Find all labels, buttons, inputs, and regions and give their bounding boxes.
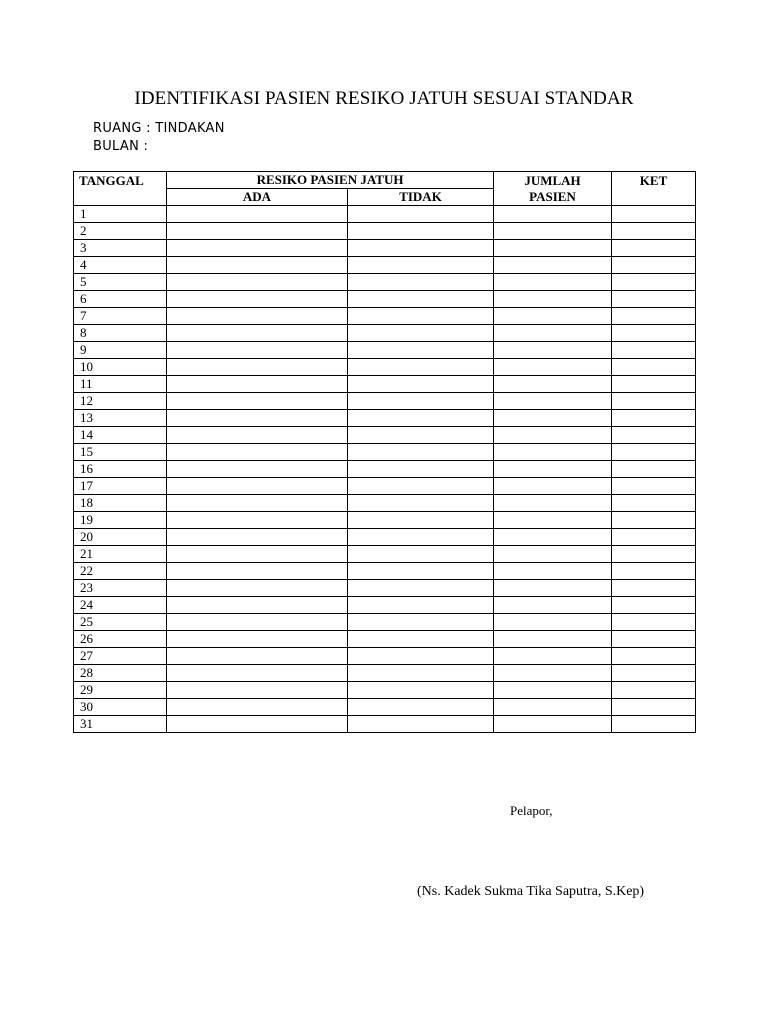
ket-cell <box>612 614 696 631</box>
tidak-cell <box>348 699 494 716</box>
tidak-cell <box>348 257 494 274</box>
ket-cell <box>612 274 696 291</box>
ada-cell <box>167 563 348 580</box>
ket-cell <box>612 257 696 274</box>
tidak-cell <box>348 478 494 495</box>
tidak-cell <box>348 240 494 257</box>
ket-cell <box>612 495 696 512</box>
day-cell: 29 <box>74 682 167 699</box>
tidak-cell <box>348 444 494 461</box>
jumlah-cell <box>494 682 612 699</box>
table-row <box>74 580 696 597</box>
day-cell: 18 <box>74 495 167 512</box>
table-row <box>74 716 696 733</box>
ada-cell <box>167 665 348 682</box>
ada-cell <box>167 478 348 495</box>
ket-cell <box>612 444 696 461</box>
header-jumlah-pasien <box>494 172 612 206</box>
ket-cell <box>612 240 696 257</box>
table-row <box>74 427 696 444</box>
header-resiko: RESIKO PASIEN JATUH <box>167 172 494 189</box>
jumlah-cell <box>494 325 612 342</box>
ket-cell <box>612 427 696 444</box>
day-cell: 30 <box>74 699 167 716</box>
header-ket: KET <box>612 172 696 206</box>
jumlah-cell <box>494 444 612 461</box>
bulan-line: BULAN : <box>93 139 149 154</box>
table-row <box>74 257 696 274</box>
day-cell: 11 <box>74 376 167 393</box>
tidak-cell <box>348 274 494 291</box>
ada-cell <box>167 274 348 291</box>
table-row <box>74 376 696 393</box>
ada-cell <box>167 206 348 223</box>
day-cell: 7 <box>74 308 167 325</box>
ket-cell <box>612 597 696 614</box>
tidak-cell <box>348 546 494 563</box>
table-body <box>74 206 696 733</box>
table-row <box>74 444 696 461</box>
tidak-cell <box>348 665 494 682</box>
ada-cell <box>167 682 348 699</box>
day-cell: 31 <box>74 716 167 733</box>
day-cell: 12 <box>74 393 167 410</box>
ada-cell <box>167 512 348 529</box>
ada-cell <box>167 257 348 274</box>
tidak-cell <box>348 682 494 699</box>
ket-cell <box>612 580 696 597</box>
tidak-cell <box>348 614 494 631</box>
day-cell: 2 <box>74 223 167 240</box>
ada-cell <box>167 597 348 614</box>
table-row <box>74 478 696 495</box>
ada-cell <box>167 427 348 444</box>
ada-cell <box>167 444 348 461</box>
table-row <box>74 410 696 427</box>
ada-cell <box>167 631 348 648</box>
ada-cell <box>167 223 348 240</box>
day-cell: 10 <box>74 359 167 376</box>
ket-cell <box>612 512 696 529</box>
jumlah-cell <box>494 342 612 359</box>
ket-cell <box>612 631 696 648</box>
signer-name: (Ns. Kadek Sukma Tika Saputra, S.Kep) <box>417 884 645 899</box>
jumlah-cell <box>494 359 612 376</box>
table-row <box>74 699 696 716</box>
day-cell: 19 <box>74 512 167 529</box>
tidak-cell <box>348 223 494 240</box>
jumlah-cell <box>494 529 612 546</box>
jumlah-cell <box>494 393 612 410</box>
jumlah-cell <box>494 512 612 529</box>
table-row <box>74 325 696 342</box>
tidak-cell <box>348 376 494 393</box>
pelapor-label: Pelapor, <box>510 803 553 818</box>
ada-cell <box>167 240 348 257</box>
ada-cell <box>167 342 348 359</box>
jumlah-cell <box>494 478 612 495</box>
day-cell: 22 <box>74 563 167 580</box>
ket-cell <box>612 325 696 342</box>
ket-cell <box>612 682 696 699</box>
jumlah-cell <box>494 257 612 274</box>
tidak-cell <box>348 206 494 223</box>
ket-cell <box>612 308 696 325</box>
table-row <box>74 529 696 546</box>
day-cell: 23 <box>74 580 167 597</box>
table-row <box>74 461 696 478</box>
ada-cell <box>167 308 348 325</box>
day-cell: 3 <box>74 240 167 257</box>
tidak-cell <box>348 308 494 325</box>
table-row <box>74 648 696 665</box>
table-row <box>74 546 696 563</box>
ket-cell <box>612 563 696 580</box>
tidak-cell <box>348 512 494 529</box>
ket-cell <box>612 223 696 240</box>
day-cell: 25 <box>74 614 167 631</box>
tidak-cell <box>348 631 494 648</box>
tidak-cell <box>348 393 494 410</box>
ada-cell <box>167 699 348 716</box>
ada-cell <box>167 393 348 410</box>
jumlah-cell <box>494 274 612 291</box>
tidak-cell <box>348 325 494 342</box>
ket-cell <box>612 699 696 716</box>
jumlah-cell <box>494 546 612 563</box>
ket-cell <box>612 206 696 223</box>
jumlah-cell <box>494 665 612 682</box>
jumlah-cell <box>494 648 612 665</box>
ada-cell <box>167 359 348 376</box>
table-row <box>74 223 696 240</box>
jumlah-cell <box>494 580 612 597</box>
tidak-cell <box>348 529 494 546</box>
tidak-cell <box>348 291 494 308</box>
risk-table <box>73 171 696 733</box>
jumlah-cell <box>494 716 612 733</box>
jumlah-cell <box>494 308 612 325</box>
ket-cell <box>612 716 696 733</box>
ket-cell <box>612 359 696 376</box>
day-cell: 5 <box>74 274 167 291</box>
table-row <box>74 308 696 325</box>
ada-cell <box>167 529 348 546</box>
ket-cell <box>612 478 696 495</box>
table-row <box>74 631 696 648</box>
jumlah-cell <box>494 597 612 614</box>
day-cell: 20 <box>74 529 167 546</box>
ada-cell <box>167 546 348 563</box>
ada-cell <box>167 461 348 478</box>
jumlah-cell <box>494 427 612 444</box>
table-row <box>74 342 696 359</box>
ket-cell <box>612 529 696 546</box>
header-jumlah-line2: PASIEN <box>529 189 576 204</box>
tidak-cell <box>348 461 494 478</box>
tidak-cell <box>348 427 494 444</box>
day-cell: 14 <box>74 427 167 444</box>
ket-cell <box>612 461 696 478</box>
tidak-cell <box>348 359 494 376</box>
jumlah-cell <box>494 495 612 512</box>
ket-cell <box>612 291 696 308</box>
ada-cell <box>167 495 348 512</box>
ada-cell <box>167 325 348 342</box>
jumlah-cell <box>494 410 612 427</box>
ket-cell <box>612 410 696 427</box>
tidak-cell <box>348 597 494 614</box>
tidak-cell <box>348 410 494 427</box>
day-cell: 4 <box>74 257 167 274</box>
tidak-cell <box>348 716 494 733</box>
jumlah-cell <box>494 563 612 580</box>
ket-cell <box>612 546 696 563</box>
day-cell: 6 <box>74 291 167 308</box>
ket-cell <box>612 393 696 410</box>
jumlah-cell <box>494 240 612 257</box>
tidak-cell <box>348 563 494 580</box>
table-row <box>74 614 696 631</box>
ada-cell <box>167 580 348 597</box>
ada-cell <box>167 614 348 631</box>
jumlah-cell <box>494 699 612 716</box>
day-cell: 28 <box>74 665 167 682</box>
jumlah-cell <box>494 291 612 308</box>
ket-cell <box>612 342 696 359</box>
ket-cell <box>612 376 696 393</box>
day-cell: 1 <box>74 206 167 223</box>
table-row <box>74 512 696 529</box>
header-tanggal: TANGGAL <box>74 172 167 206</box>
table-row <box>74 665 696 682</box>
table-row <box>74 495 696 512</box>
ada-cell <box>167 410 348 427</box>
table-row <box>74 206 696 223</box>
ruang-line: RUANG : TINDAKAN <box>93 121 225 136</box>
tidak-cell <box>348 495 494 512</box>
day-cell: 8 <box>74 325 167 342</box>
header-ada: ADA <box>167 189 348 206</box>
table-row <box>74 563 696 580</box>
day-cell: 15 <box>74 444 167 461</box>
tidak-cell <box>348 342 494 359</box>
ada-cell <box>167 376 348 393</box>
ket-cell <box>612 648 696 665</box>
table-row <box>74 393 696 410</box>
table-row <box>74 291 696 308</box>
day-cell: 16 <box>74 461 167 478</box>
ket-cell <box>612 665 696 682</box>
table-row <box>74 682 696 699</box>
day-cell: 17 <box>74 478 167 495</box>
jumlah-cell <box>494 376 612 393</box>
jumlah-cell <box>494 631 612 648</box>
table-row <box>74 359 696 376</box>
header-tidak: TIDAK <box>348 189 494 206</box>
document-title: IDENTIFIKASI PASIEN RESIKO JATUH SESUAI STANDAR <box>134 88 634 109</box>
jumlah-cell <box>494 223 612 240</box>
day-cell: 26 <box>74 631 167 648</box>
day-cell: 13 <box>74 410 167 427</box>
table-row <box>74 240 696 257</box>
header-jumlah-line1: JUMLAH <box>524 173 581 188</box>
day-cell: 21 <box>74 546 167 563</box>
tidak-cell <box>348 648 494 665</box>
ada-cell <box>167 648 348 665</box>
table-row <box>74 274 696 291</box>
jumlah-cell <box>494 461 612 478</box>
day-cell: 9 <box>74 342 167 359</box>
day-cell: 24 <box>74 597 167 614</box>
tidak-cell <box>348 580 494 597</box>
jumlah-cell <box>494 206 612 223</box>
jumlah-cell <box>494 614 612 631</box>
day-cell: 27 <box>74 648 167 665</box>
ada-cell <box>167 716 348 733</box>
ada-cell <box>167 291 348 308</box>
table-row <box>74 597 696 614</box>
